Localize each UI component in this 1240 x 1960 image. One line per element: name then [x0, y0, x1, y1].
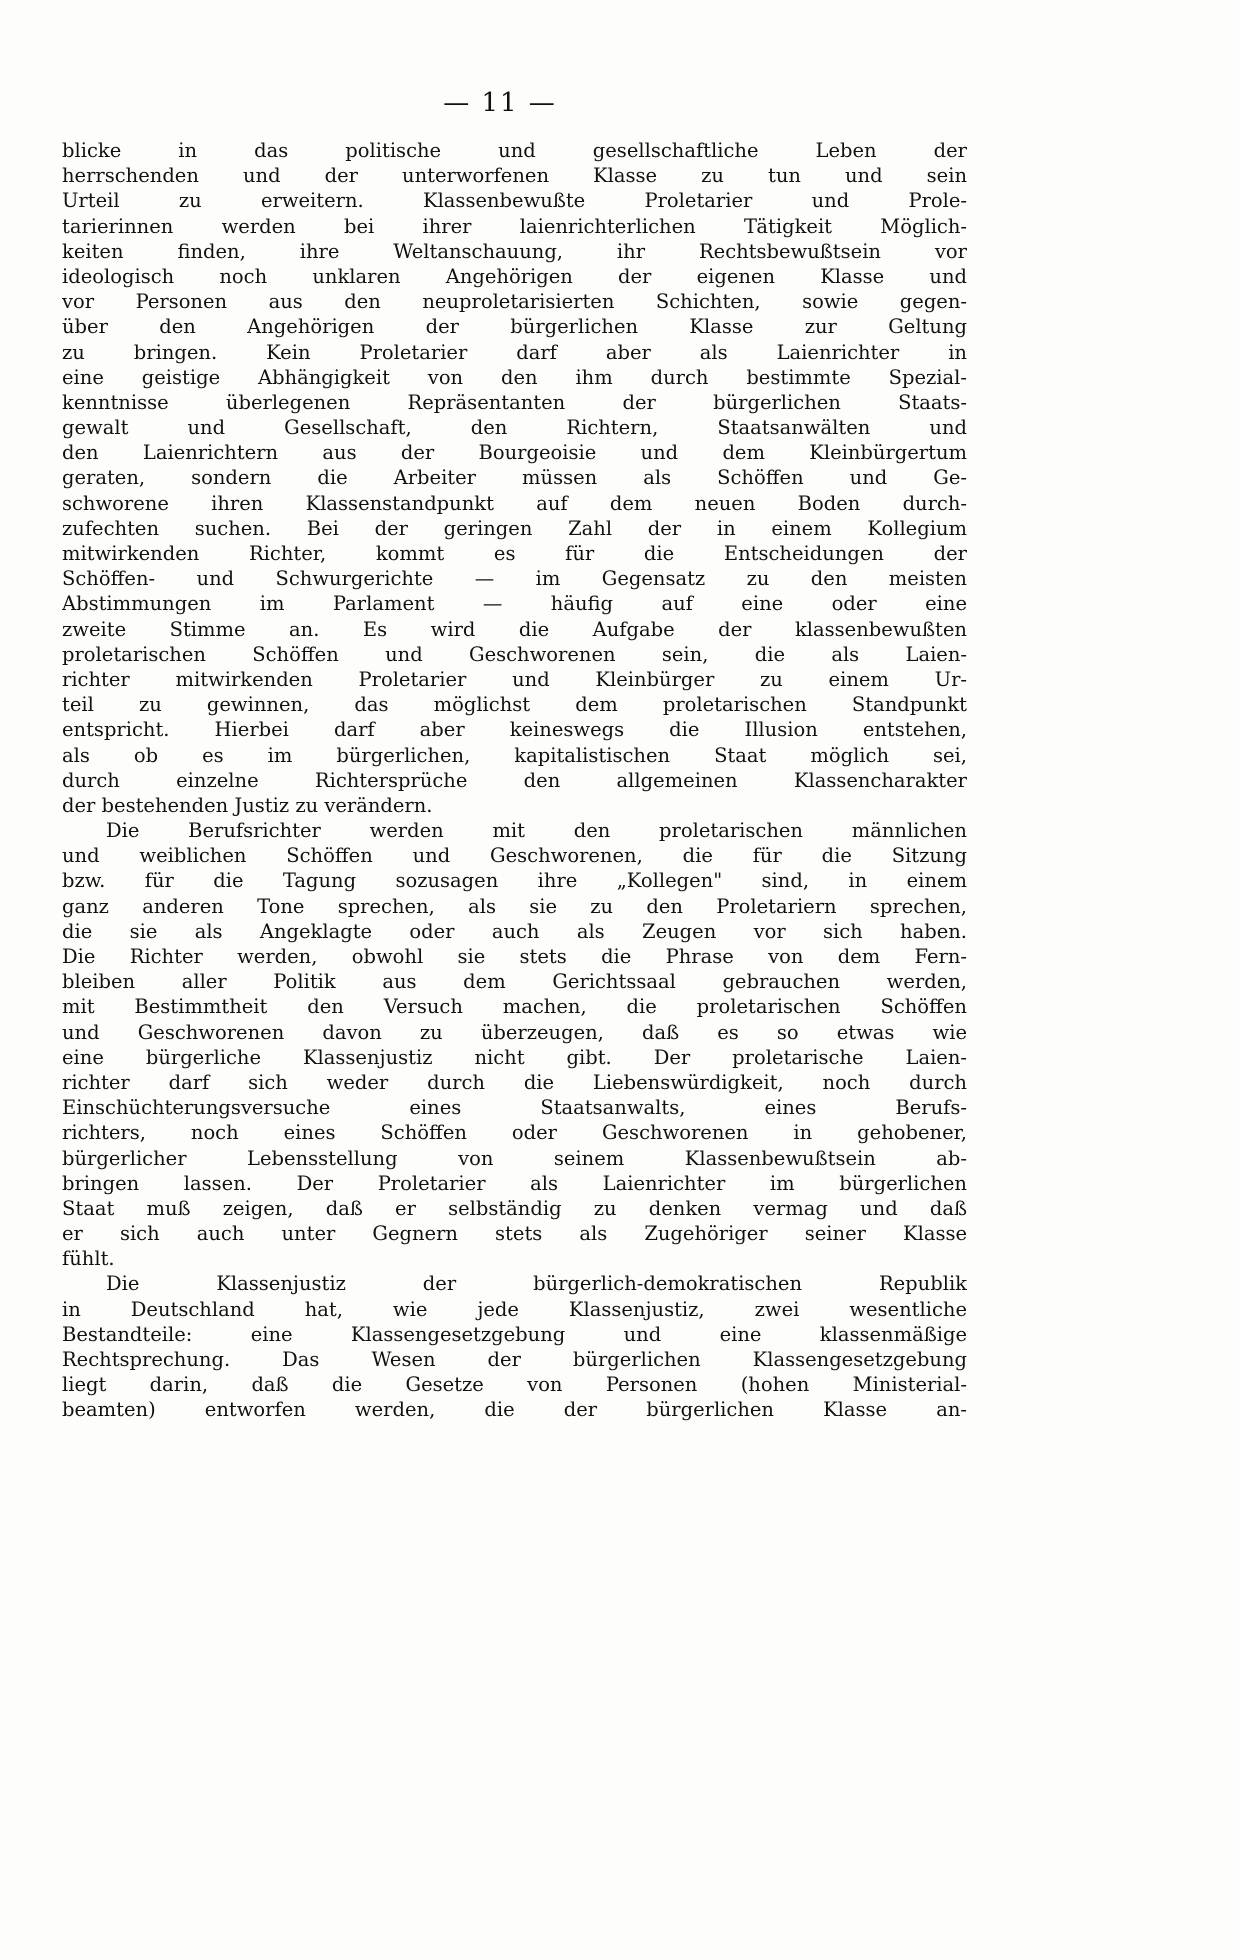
text-line: er sich auch unter Gegnern stets als Zugehöriger seiner Klasse	[62, 1222, 967, 1246]
body-text	[62, 138, 967, 1423]
text-line: ganz anderen Tone sprechen, als sie zu den Proletariern sprechen,	[62, 894, 967, 918]
text-line: liegt darin, daß die Gesetze von Personen (hohen Ministerial-	[62, 1373, 967, 1397]
text-line: Staat muß zeigen, daß er selbständig zu denken vermag und daß	[62, 1196, 967, 1220]
text-line: Die Richter werden, obwohl sie stets die Phrase von dem Fern-	[62, 945, 967, 968]
text-line: entspricht. Hierbei darf aber keineswegs die Illusion entstehen,	[62, 718, 967, 742]
text-line: keiten finden, ihre Weltanschauung, ihr Rechtsbewußtsein vor	[62, 239, 967, 263]
text-line: kenntnisse überlegenen Repräsentanten der bürgerlichen Staats-	[62, 390, 967, 414]
text-line: bürgerlicher Lebensstellung von seinem Klassenbewußtsein ab-	[62, 1146, 967, 1170]
text-line: der bestehenden Justiz zu verändern.	[62, 793, 433, 817]
text-line: richters, noch eines Schöffen oder Geschworenen in gehobener,	[62, 1121, 967, 1145]
text-line: Urteil zu erweitern. Klassenbewußte Proletarier und Prole-	[62, 189, 967, 213]
text-line: Die Berufsrichter werden mit den proletarischen männlichen	[106, 819, 967, 843]
text-line: ideologisch noch unklaren Angehörigen der eigenen Klasse und	[62, 264, 967, 288]
text-line: Bestandteile: eine Klassengesetzgebung und eine klassenmäßige	[62, 1322, 967, 1346]
text-line: zu bringen. Kein Proletarier darf aber als Laienrichter in	[62, 340, 967, 364]
text-line: Rechtsprechung. Das Wesen der bürgerlichen Klassengesetzgebung	[62, 1348, 967, 1371]
text-line: herrschenden und der unterworfenen Klasse zu tun und sein	[62, 164, 967, 188]
text-line: in Deutschland hat, wie jede Klassenjustiz, zwei wesentliche	[62, 1297, 967, 1321]
text-line: vor Personen aus den neuproletarisierten Schichten, sowie gegen-	[62, 290, 967, 314]
text-line: durch einzelne Richtersprüche den allgemeinen Klassencharakter	[62, 768, 967, 792]
text-line: Abstimmungen im Parlament — häufig auf eine oder eine	[62, 592, 967, 616]
text-line: gewalt und Gesellschaft, den Richtern, Staatsanwälten und	[62, 416, 967, 440]
text-line: Einschüchterungsversuche eines Staatsanwalts, eines Berufs-	[62, 1096, 967, 1120]
text-line: Schöffen- und Schwurgerichte — im Gegensatz zu den meisten	[62, 567, 967, 591]
text-line: eine geistige Abhängigkeit von den ihm durch bestimmte Spezial-	[62, 365, 967, 389]
text-line: und weiblichen Schöffen und Geschworenen, die für die Sitzung	[62, 844, 967, 868]
text-line: schworene ihren Klassenstandpunkt auf dem neuen Boden durch-	[62, 491, 967, 515]
text-line: den Laienrichtern aus der Bourgeoisie und dem Kleinbürgertum	[62, 441, 967, 465]
text-line: Die Klassenjustiz der bürgerlich-demokratischen Republik	[106, 1272, 967, 1296]
text-line: bzw. für die Tagung sozusagen ihre „Kollegen" sind, in einem	[62, 869, 967, 893]
text-line: tarierinnen werden bei ihrer laienrichterlichen Tätigkeit Möglich-	[62, 214, 967, 238]
text-line: über den Angehörigen der bürgerlichen Klasse zur Geltung	[62, 315, 967, 339]
text-line: als ob es im bürgerlichen, kapitalistischen Staat möglich sei,	[62, 743, 967, 767]
text-line: fühlt.	[62, 1247, 115, 1271]
page-number: — 11 —	[443, 88, 557, 118]
text-line: bringen lassen. Der Proletarier als Laienrichter im bürgerlichen	[62, 1171, 967, 1195]
text-line: bleiben aller Politik aus dem Gerichtssaal gebrauchen werden,	[62, 970, 967, 994]
text-line: zufechten suchen. Bei der geringen Zahl der in einem Kollegium	[62, 516, 967, 540]
text-line: proletarischen Schöffen und Geschworenen sein, die als Laien-	[62, 642, 967, 666]
text-line: mit Bestimmtheit den Versuch machen, die proletarischen Schöffen	[62, 995, 967, 1019]
text-line: beamten) entworfen werden, die der bürgerlichen Klasse an-	[62, 1398, 967, 1422]
text-line: geraten, sondern die Arbeiter müssen als Schöffen und Ge-	[62, 466, 967, 490]
text-line: zweite Stimme an. Es wird die Aufgabe der klassenbewußten	[62, 617, 967, 641]
text-line: blicke in das politische und gesellschaftliche Leben der	[62, 139, 967, 162]
text-line: richter mitwirkenden Proletarier und Kleinbürger zu einem Ur-	[62, 667, 967, 691]
text-line: eine bürgerliche Klassenjustiz nicht gibt. Der proletarische Laien-	[62, 1045, 967, 1069]
text-line: richter darf sich weder durch die Liebenswürdigkeit, noch durch	[62, 1070, 967, 1094]
text-line: mitwirkenden Richter, kommt es für die Entscheidungen der	[62, 542, 967, 565]
text-line: teil zu gewinnen, das möglichst dem proletarischen Standpunkt	[62, 693, 967, 717]
text-line: und Geschworenen davon zu überzeugen, daß es so etwas wie	[62, 1020, 967, 1044]
text-line: die sie als Angeklagte oder auch als Zeugen vor sich haben.	[62, 919, 967, 943]
